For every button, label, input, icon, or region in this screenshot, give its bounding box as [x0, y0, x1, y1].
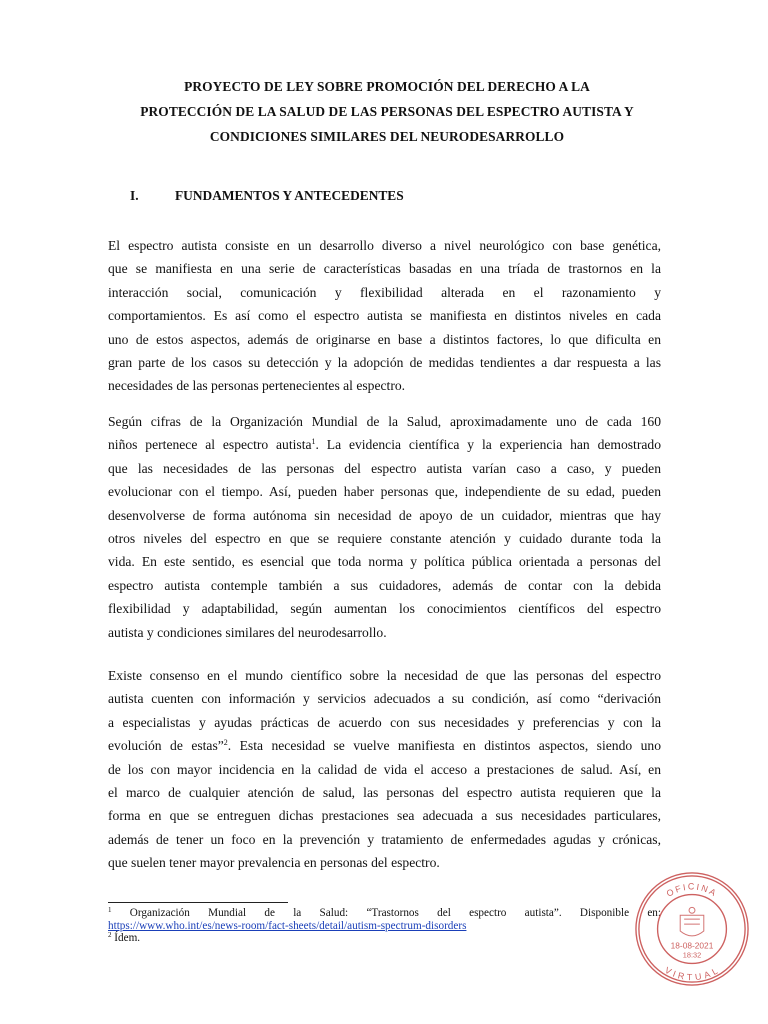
footnote-number: 1	[108, 906, 112, 914]
footnote-link[interactable]: https://www.who.int/es/news-room/fact-sheets/detail/autism-spectrum-disorders	[108, 919, 467, 932]
footnote-text: Organización Mundial de la Salud: “Trastornos del espectro autista”. Disponible en:	[129, 907, 661, 919]
text-fragment: evolución de estas”	[108, 738, 224, 754]
text-line: a especialistas y ayudas prácticas de acuerdo con sus necesidades y preferencias y con la	[108, 714, 661, 730]
text-line: gran parte de los casos su detección y la adopción de medidas tendientes a dar respuesta a las	[108, 354, 661, 370]
footnote-number: 2	[108, 931, 112, 940]
footnote-ref: 2	[223, 738, 228, 748]
footnote-ref: 1	[311, 437, 316, 447]
text-line: El espectro autista consiste en un desarrollo diverso a nivel neurológico con base genética,	[108, 238, 661, 253]
footnotes	[108, 907, 661, 945]
text-line: necesidades de las personas pertenecientes al espectro.	[108, 378, 406, 394]
text-line: que las necesidades de las personas del espectro autista varían caso a caso, y pueden	[108, 460, 661, 476]
text-line: el marco de cualquier atención de salud, las personas del espectro autista requieren que la	[108, 784, 661, 800]
title-line: PROYECTO DE LEY SOBRE PROMOCIÓN DEL DERECHO A LA	[184, 79, 590, 94]
text-line: que suelen tener mayor prevalencia en personas del espectro.	[108, 855, 440, 871]
stamp-emblem-icon	[680, 907, 704, 936]
office-stamp-seal	[633, 870, 751, 988]
footnote-1-link-line	[108, 920, 661, 933]
section-heading	[130, 188, 404, 204]
text-line: interacción social, comunicación y flexibilidad alterada en el razonamiento y	[108, 284, 661, 300]
text-line: espectro autista contemple también a sus cuidadores, además de contar con la debida	[108, 577, 661, 593]
footnote-1	[108, 907, 661, 920]
text-fragment: . La evidencia científica y la experiencia han demostrado	[315, 437, 661, 453]
footnote-divider	[108, 902, 288, 903]
stamp-time: 18:32	[682, 950, 702, 960]
text-line: comportamientos. Es así como el espectro autista se manifiesta en distintos niveles en cada	[108, 308, 661, 324]
footnote-text: Ídem.	[114, 932, 141, 945]
text-line: autista cuenten con información y servicios adecuados a su condición, así como “derivación	[108, 691, 661, 707]
stamp-bottom-text: VIRTUAL	[663, 964, 721, 983]
stamp-top-text: OFICINA	[664, 881, 720, 899]
title-line: PROTECCIÓN DE LA SALUD DE LAS PERSONAS DEL ESPECTRO AUTISTA Y	[140, 104, 634, 119]
section-number: I.	[130, 188, 139, 203]
text-line: forma en que se entreguen dichas prestaciones sea adecuada a sus necesidades particulares,	[108, 808, 661, 824]
section-title: FUNDAMENTOS Y ANTECEDENTES	[175, 188, 404, 203]
text-line: evolucionar con el tiempo. Así, pueden haber personas que, independiente de su edad, pueden	[108, 484, 661, 500]
title-line: CONDICIONES SIMILARES DEL NEURODESARROLLO	[209, 129, 565, 144]
text-line: flexibilidad y adaptabilidad, según aumentan los conocimientos científicos del espectro	[108, 601, 661, 617]
text-fragment: . Esta necesidad se vuelve manifiesta en distintos aspectos, siendo uno	[227, 738, 661, 754]
text-line: Existe consenso en el mundo científico sobre la necesidad de que las personas del espectro	[108, 668, 661, 683]
stamp-date: 18-08-2021	[670, 940, 714, 951]
paragraph-2	[108, 410, 661, 644]
text-line: otros niveles del espectro en que se requiere constante atención y cuidado durante toda la	[108, 530, 661, 546]
text-line: vida. En este sentido, es esencial que toda norma y política pública orientada a personas del	[108, 554, 661, 570]
text-line: de los con mayor incidencia en la calidad de vida el acceso a prestaciones de salud. Así, en	[108, 761, 661, 777]
text-fragment: niños pertenece al espectro autista	[108, 437, 312, 453]
text-line-with-footnote	[108, 734, 661, 757]
text-line-with-footnote	[108, 433, 661, 456]
text-line: Según cifras de la Organización Mundial de la Salud, aproximadamente uno de cada 160	[108, 414, 661, 429]
text-line: desenvolverse de forma autónoma sin necesidad de apoyo de un cuidador, mientras que hay	[108, 507, 661, 523]
text-line: además de tener un foco en la prevención y tratamiento de enfermedades agudas y crónicas,	[108, 831, 661, 847]
text-line: uno de estos aspectos, además de originarse en base a distintos factores, lo que dificulta en	[108, 331, 661, 347]
paragraph-1	[108, 234, 661, 398]
paragraph-3	[108, 664, 661, 875]
document-title	[108, 74, 666, 149]
footnote-2	[108, 932, 661, 945]
text-line: autista y condiciones similares del neurodesarrollo.	[108, 624, 387, 640]
text-line: que se manifiesta en una serie de características basadas en una tríada de trastornos en la	[108, 261, 661, 277]
